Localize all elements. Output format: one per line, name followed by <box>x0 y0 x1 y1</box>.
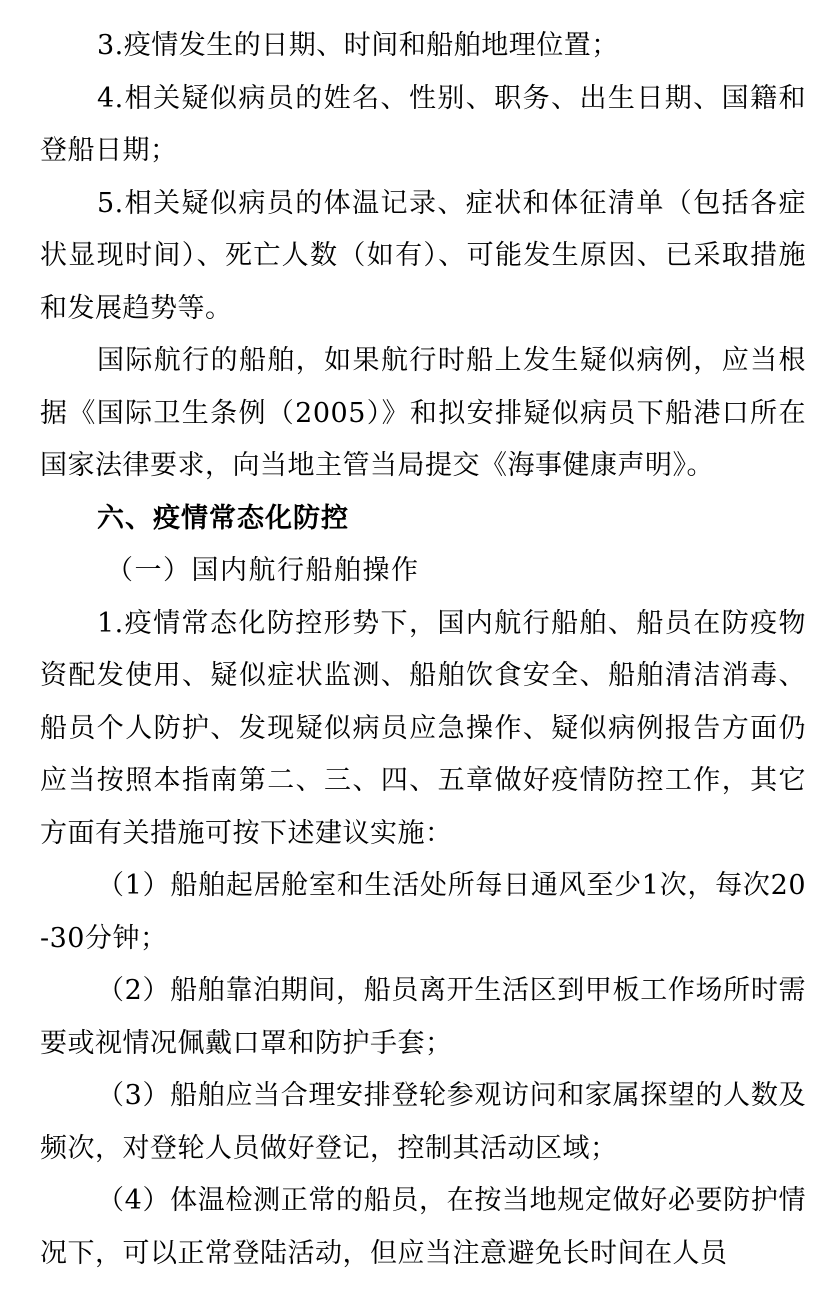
list-item-1: 1.疫情常态化防控形势下，国内航行船舶、船员在防疫物资配发使用、疑似症状监测、船舶饮食安全、船舶清洁消毒、船员个人防护、发现疑似病员应急操作、疑似病例报告方面仍应当按照本指南第二、三、四、五章做好疫情防控工作，其它方面有关措施可按下述建议实施： <box>40 607 806 849</box>
list-item-5: 5.相关疑似病员的体温记录、症状和体征清单（包括各症状显现时间）、死亡人数（如有）、可能发生原因、已采取措施和发展趋势等。 <box>40 187 806 324</box>
list-item-4: 4.相关疑似病员的姓名、性别、职务、出生日期、国籍和登船日期； <box>40 82 806 166</box>
list-item-3: 3.疫情发生的日期、时间和船舶地理位置； <box>97 30 619 61</box>
subsection-heading: （一）国内航行船舶操作 <box>106 555 420 586</box>
paragraph-international-ships: 国际航行的船舶，如果航行时船上发生疑似病例，应当根据《国际卫生条例（2005）》和拟安排疑似病员下船港口所在国家法律要求，向当地主管当局提交《海事健康声明》。 <box>40 345 806 481</box>
sub-item-3: （3）船舶应当合理安排登轮参观访问和家属探望的人数及频次，对登轮人员做好登记，控制其活动区域； <box>40 1080 806 1164</box>
sub-item-1: （1）船舶起居舱室和生活处所每日通风至少1次，每次20-30分钟； <box>40 870 806 954</box>
document-page <box>40 20 806 1280</box>
sub-item-4: （4）体温检测正常的船员，在按当地规定做好必要防护情况下，可以正常登陆活动，但应当注意避免长时间在人员 <box>40 1185 806 1269</box>
section-heading: 六、疫情常态化防控 <box>97 502 349 534</box>
sub-item-2: （2）船舶靠泊期间，船员离开生活区到甲板工作场所时需要或视情况佩戴口罩和防护手套； <box>40 975 806 1059</box>
